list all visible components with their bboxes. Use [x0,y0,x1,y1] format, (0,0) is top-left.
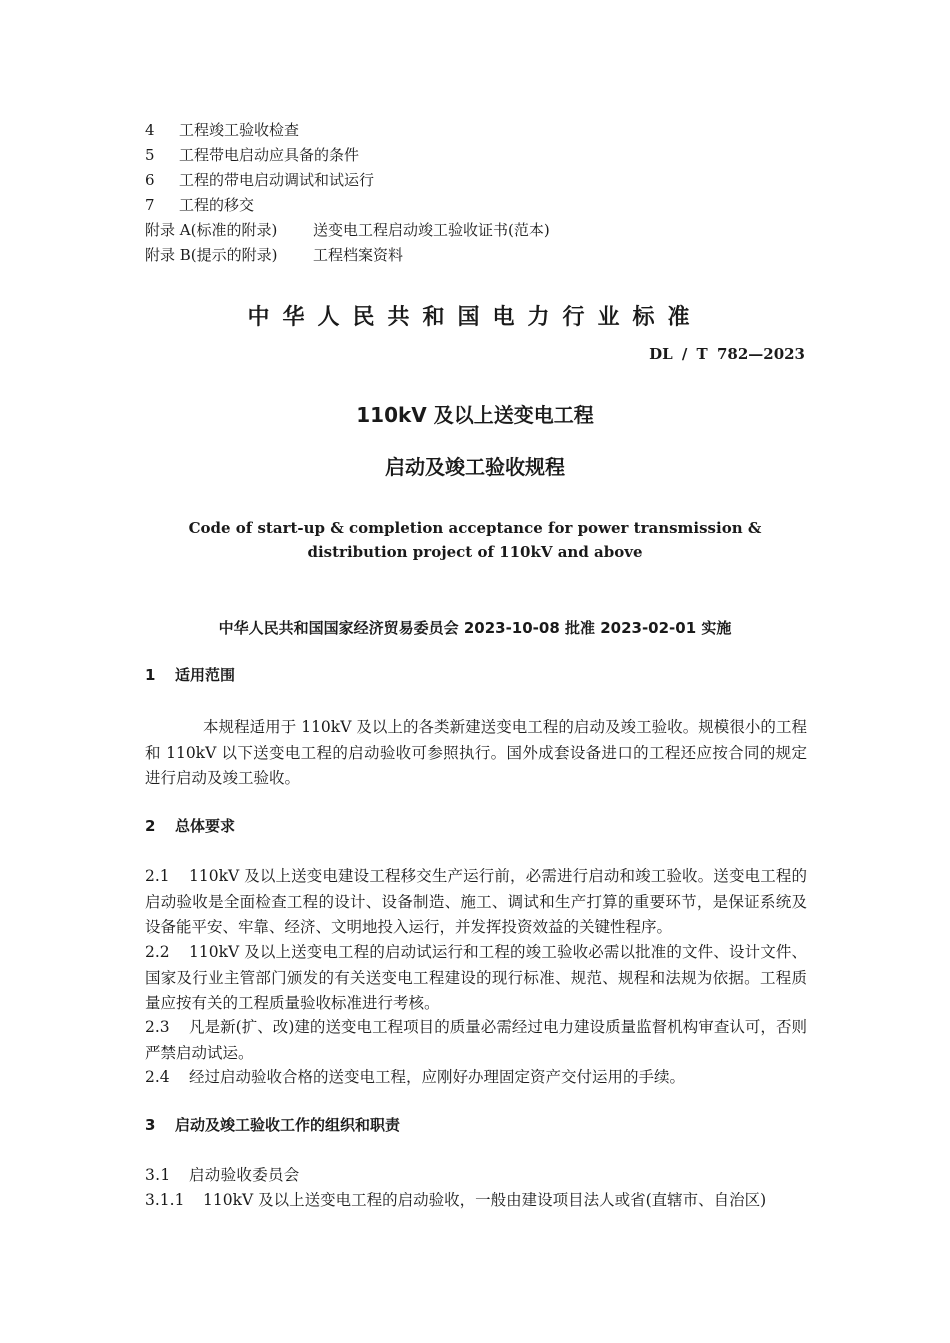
toc-item[interactable] [145,118,299,143]
toc-item[interactable] [145,168,374,193]
english-title-line1: Code of start-up & completion acceptance for power transmission & [188,519,762,537]
section-title: 总体要求 [175,817,236,835]
section-title: 启动及竣工验收工作的组织和职责 [175,1116,401,1134]
section-1-paragraph: 本规程适用于 110kV 及以上的各类新建送变电工程的启动及竣工验收。规模很小的工程和 110kV 以下送变电工程的启动验收可参照执行。国外成套设备进口的工程还应按合同的规定进行启动及竣工验收。 [145,718,807,787]
toc-item-num: 6 [145,171,155,189]
clause-paragraph [145,1188,807,1214]
toc-item-text: 工程的移交 [179,196,255,214]
section-heading [145,1114,400,1135]
clause-text: 凡是新(扩、改)建的送变电工程项目的质量必需经过电力建设质量监督机构审查认可，否则严禁启动试运。 [145,1018,807,1062]
toc-item-text: 工程竣工验收检查 [179,121,300,139]
toc-item-text: 工程的带电启动调试和试运行 [179,171,375,189]
toc-item-num: 4 [145,121,155,139]
toc-appendix[interactable] [145,243,403,268]
toc-item-num: 5 [145,146,155,164]
doc-title-line1: 110kV 及以上送变电工程 [356,403,594,427]
toc-item[interactable] [145,143,359,168]
subsection-number: 3.1 [145,1166,171,1184]
section-number: 3 [145,1116,156,1134]
org-title: 中华人民共和国电力行业标准 [247,305,703,330]
clause-number: 2.4 [145,1068,170,1086]
toc-appendix-label: 附录 A(标准的附录) [145,221,278,239]
clause-number: 2.1 [145,867,170,885]
toc-item-num: 7 [145,196,155,214]
section-title: 适用范围 [175,666,236,684]
section-number: 2 [145,817,156,835]
subsection-heading [145,1163,300,1185]
clause-number: 2.3 [145,1018,170,1036]
toc-appendix-label: 附录 B(提示的附录) [145,246,278,264]
toc-appendix[interactable] [145,218,550,243]
doc-title-line2: 启动及竣工验收规程 [385,455,565,479]
clause-text: 110kV 及以上送变电工程的启动试运行和工程的竣工验收必需以批准的文件、设计文件、国家及行业主管部门颁发的有关送变电工程建设的现行标准、规范、规程和法规为依据。工程质量应按有关的工程质量验收标准进行考核。 [145,943,807,1012]
clause-paragraph [145,1065,807,1091]
toc-item[interactable] [145,193,254,218]
toc-item-text: 工程带电启动应具备的条件 [179,146,360,164]
clause-text: 110kV 及以上送变电建设工程移交生产运行前，必需进行启动和竣工验收。送变电工程的启动验收是全面检查工程的设计、设备制造、施工、调试和生产打算的重要环节，是保证系统及设备能平安、牢靠、经济、文明地投入运行，并发挥投资效益的关键性程序。 [145,867,807,936]
section-number: 1 [145,666,156,684]
section-heading [145,664,235,685]
toc-appendix-text: 工程档案资料 [313,246,404,264]
clause-paragraph [145,940,807,1017]
clause-text: 经过启动验收合格的送变电工程，应刚好办理固定资产交付运用的手续。 [189,1068,686,1086]
toc-appendix-text: 送变电工程启动竣工验收证书(范本) [313,221,550,239]
approval-line: 中华人民共和国国家经济贸易委员会 2023-10-08 批准 2023-02-01 实施 [218,619,732,637]
clause-paragraph [145,864,807,941]
subsection-title: 启动验收委员会 [189,1166,300,1184]
english-title-line2: distribution project of 110kV and above [307,543,643,561]
clause-number: 3.1.1 [145,1191,185,1209]
clause-number: 2.2 [145,943,170,961]
standard-code: DL / T 782—2023 [649,345,805,363]
clause-text: 110kV 及以上送变电工程的启动验收，一般由建设项目法人或省(直辖市、自治区) [203,1191,767,1209]
clause-paragraph [145,1015,807,1066]
section-heading [145,815,235,836]
